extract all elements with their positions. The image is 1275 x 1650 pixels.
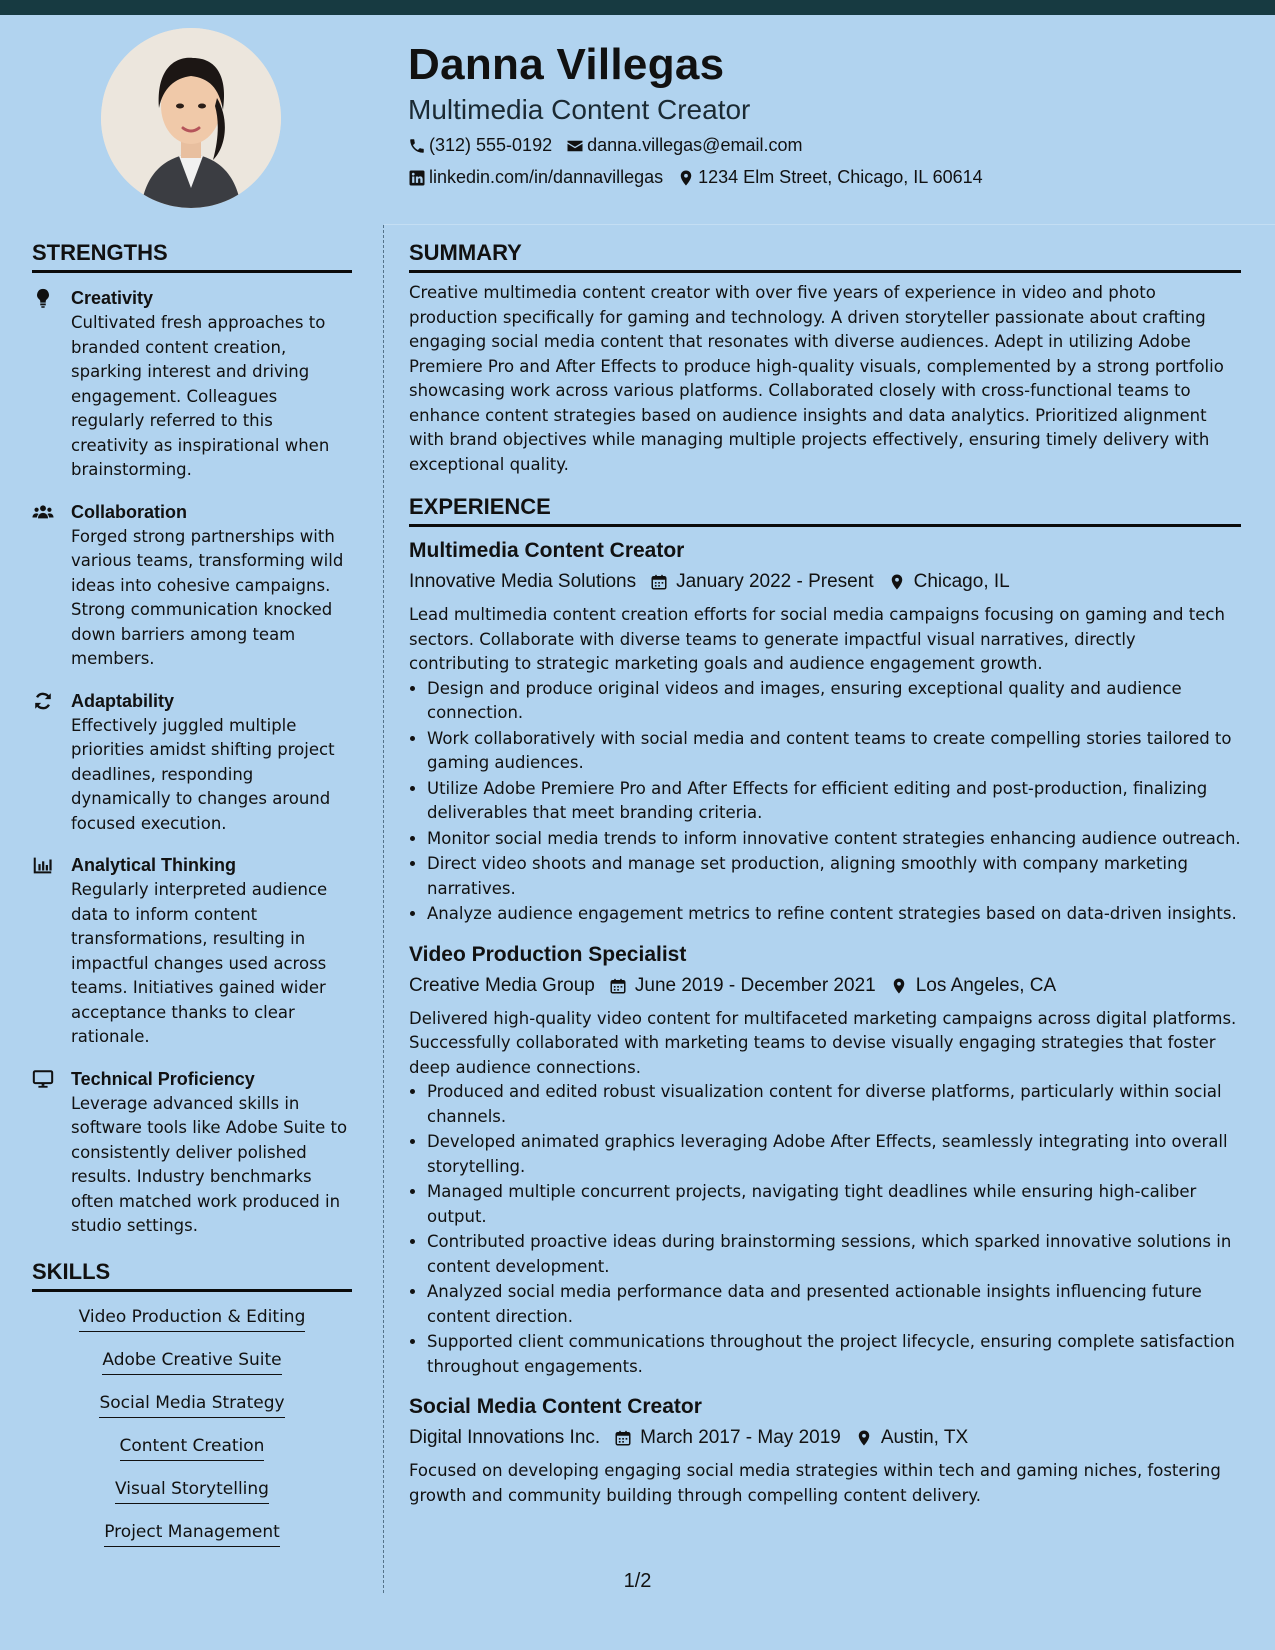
- contact-phone[interactable]: [408, 135, 552, 156]
- desktop-icon: [32, 1068, 54, 1090]
- job-description: Lead multimedia content creation efforts for social media campaigns focusing on gaming and tech sectors. Collaborate with diverse teams to generate impactful visual narratives, directly contributing to strategic marketing goals and audience engagement growth.: [409, 605, 1225, 673]
- experience-heading: EXPERIENCE: [409, 494, 1241, 527]
- map-pin-icon: [890, 977, 908, 995]
- strength-name: Adaptability: [71, 690, 175, 711]
- page-number: 1/2: [623, 1570, 652, 1592]
- skill-tag: Adobe Creative Suite: [102, 1349, 281, 1375]
- right-column: [409, 240, 1241, 1508]
- job-bullets: [409, 677, 1241, 927]
- lightbulb-icon: [32, 287, 54, 309]
- job-description: Delivered high-quality video content for multifaceted marketing campaigns across digital platforms. Successfully collaborated with marketing teams to devise visually engaging strategies that foster deep audience connections.: [409, 1008, 1237, 1077]
- strength-item: [32, 688, 352, 837]
- skill-tag: Video Production & Editing: [79, 1306, 306, 1332]
- strength-item: [32, 1066, 352, 1239]
- map-pin-icon: [888, 573, 906, 591]
- job-bullet: • Work collaboratively with social media and content teams to create compelling stories tailored to gaming audiences.: [427, 727, 1241, 776]
- contact-linkedin[interactable]: [408, 167, 663, 188]
- job-meta: [409, 1423, 1241, 1453]
- summary-section: [409, 240, 1241, 477]
- job-company: Creative Media Group: [409, 974, 595, 996]
- top-accent-bar: [0, 0, 1275, 15]
- job-company: Innovative Media Solutions: [409, 571, 637, 592]
- job-location: Austin, TX: [880, 1427, 969, 1448]
- strength-desc: Cultivated fresh approaches to branded content creation, sparking interest and driving engagement. Colleagues regularly referred to this creativity as inspirational when brainstorming.: [71, 313, 330, 479]
- skills-section: [32, 1259, 352, 1564]
- linkedin-icon: [408, 169, 426, 187]
- calendar-icon: [614, 1429, 632, 1447]
- job-title: Social Media Content Creator: [409, 1395, 702, 1418]
- job-bullet: • Utilize Adobe Premiere Pro and After Effects for efficient editing and post-production, finalizing deliverables that meet branding criteria.: [427, 777, 1241, 826]
- contact-line-1: [408, 135, 802, 156]
- skills-heading: SKILLS: [32, 1259, 352, 1292]
- linkedin-text: linkedin.com/in/dannavillegas: [429, 167, 664, 187]
- column-divider: [383, 225, 384, 1593]
- skill-tag: Content Creation: [120, 1435, 265, 1461]
- job-bullet: • Direct video shoots and manage set production, aligning smoothly with company marketing narratives.: [427, 852, 1241, 901]
- job-title: Video Production Specialist: [409, 942, 687, 966]
- header-divider: [384, 224, 1275, 225]
- calendar-icon: [609, 977, 627, 995]
- phone-text: (312) 555-0192: [429, 135, 553, 155]
- profile-photo: [101, 28, 281, 208]
- job-bullet: • Developed animated graphics leveraging Adobe After Effects, seamlessly integrating into overall storytelling.: [427, 1130, 1241, 1179]
- users-icon: [32, 501, 54, 523]
- strength-desc: Forged strong partnerships with various teams, transforming wild ideas into cohesive campaigns. Strong communication knocked down barriers among team members.: [71, 526, 344, 668]
- job-bullet: • Contributed proactive ideas during brainstorming sessions, which sparked innovative solutions in content development.: [427, 1230, 1241, 1279]
- strength-desc: Leverage advanced skills in software tools like Adobe Suite to consistently deliver polished results. Industry benchmarks often matched work produced in studio settings.: [71, 1093, 348, 1235]
- calendar-icon: [650, 573, 668, 591]
- strength-name: Collaboration: [71, 501, 187, 522]
- job-title: Multimedia Content Creator: [409, 539, 685, 562]
- summary-text: Creative multimedia content creator with over five years of experience in video and photo production specifically for gaming and technology. A driven storyteller passionate about crafting engaging social media content that resonates with diverse audiences. Adept in utilizing Adobe Premiere Pro and After Effects to produce high-quality visuals, complemented by a strong portfolio showcasing work across various platforms. Collaborated closely with cross-functional teams to enhance content strategies based on audience insights and data analytics. Prioritized alignment with brand objectives while managing multiple projects effectively, ensuring timely delivery with exceptional quality.: [409, 283, 1224, 474]
- candidate-title: Multimedia Content Creator: [408, 94, 751, 125]
- job-company: Digital Innovations Inc.: [409, 1427, 601, 1448]
- summary-heading: SUMMARY: [409, 240, 1241, 273]
- strength-name: Analytical Thinking: [71, 855, 237, 875]
- left-column: [32, 240, 352, 1564]
- contact-address: [677, 167, 983, 188]
- strengths-section: [32, 240, 352, 1239]
- job-meta: [409, 971, 1241, 1001]
- skill-tag: Project Management: [104, 1521, 280, 1547]
- job-bullet: • Analyzed social media performance data and presented actionable insights influencing future content direction.: [427, 1280, 1241, 1329]
- job-bullets: [409, 1080, 1241, 1379]
- strengths-heading: STRENGTHS: [32, 240, 352, 273]
- candidate-name: Danna Villegas: [408, 40, 725, 89]
- strength-item: [32, 499, 352, 672]
- job-bullet: • Design and produce original videos and images, ensuring exceptional quality and audience connection.: [427, 677, 1241, 726]
- job-location: Chicago, IL: [913, 571, 1010, 592]
- job-dates: June 2019 - December 2021: [634, 974, 876, 996]
- envelope-icon: [566, 137, 584, 155]
- strength-item: [32, 285, 352, 483]
- contact-line-2: [408, 167, 983, 188]
- strength-desc: Regularly interpreted audience data to inform content transformations, resulting in impactful changes used across teams. Initiatives gained wider acceptance thanks to clear rationale.: [71, 880, 328, 1046]
- job-dates: March 2017 - May 2019: [640, 1427, 841, 1448]
- job-meta: [409, 567, 1241, 597]
- bar-chart-icon: [32, 854, 54, 876]
- skill-tag: Visual Storytelling: [115, 1478, 269, 1504]
- address-text: 1234 Elm Street, Chicago, IL 60614: [698, 167, 983, 187]
- job-entry: [409, 941, 1241, 1380]
- job-description: Focused on developing engaging social media strategies within tech and gaming niches, fostering growth and community building through compelling content delivery.: [409, 1461, 1221, 1505]
- map-pin-icon: [677, 169, 695, 187]
- strength-name: Technical Proficiency: [71, 1068, 255, 1089]
- strength-name: Creativity: [71, 288, 154, 308]
- phone-icon: [408, 137, 426, 155]
- strength-item: [32, 852, 352, 1050]
- job-location: Los Angeles, CA: [915, 974, 1057, 996]
- experience-section: [409, 494, 1241, 1508]
- email-text: danna.villegas@email.com: [587, 135, 803, 155]
- job-bullet: • Monitor social media trends to inform innovative content strategies enhancing audience outreach.: [427, 827, 1241, 852]
- job-bullet: • Analyze audience engagement metrics to refine content strategies based on data-driven insights.: [427, 902, 1241, 927]
- job-entry: [409, 1393, 1241, 1508]
- job-entry: [409, 537, 1241, 927]
- strength-desc: Effectively juggled multiple priorities amidst shifting project deadlines, responding dynamically to changes around focused execution.: [71, 715, 335, 833]
- job-dates: January 2022 - Present: [676, 571, 874, 592]
- job-bullet: • Supported client communications throughout the project lifecycle, ensuring complete satisfaction throughout engagements.: [427, 1330, 1241, 1379]
- job-bullet: • Produced and edited robust visualization content for diverse platforms, particularly within social channels.: [427, 1080, 1241, 1129]
- map-pin-icon: [855, 1429, 873, 1447]
- sync-icon: [32, 690, 54, 712]
- job-bullet: • Managed multiple concurrent projects, navigating tight deadlines while ensuring high-caliber output.: [427, 1180, 1241, 1229]
- contact-email[interactable]: [566, 135, 802, 156]
- skill-tag: Social Media Strategy: [99, 1392, 284, 1418]
